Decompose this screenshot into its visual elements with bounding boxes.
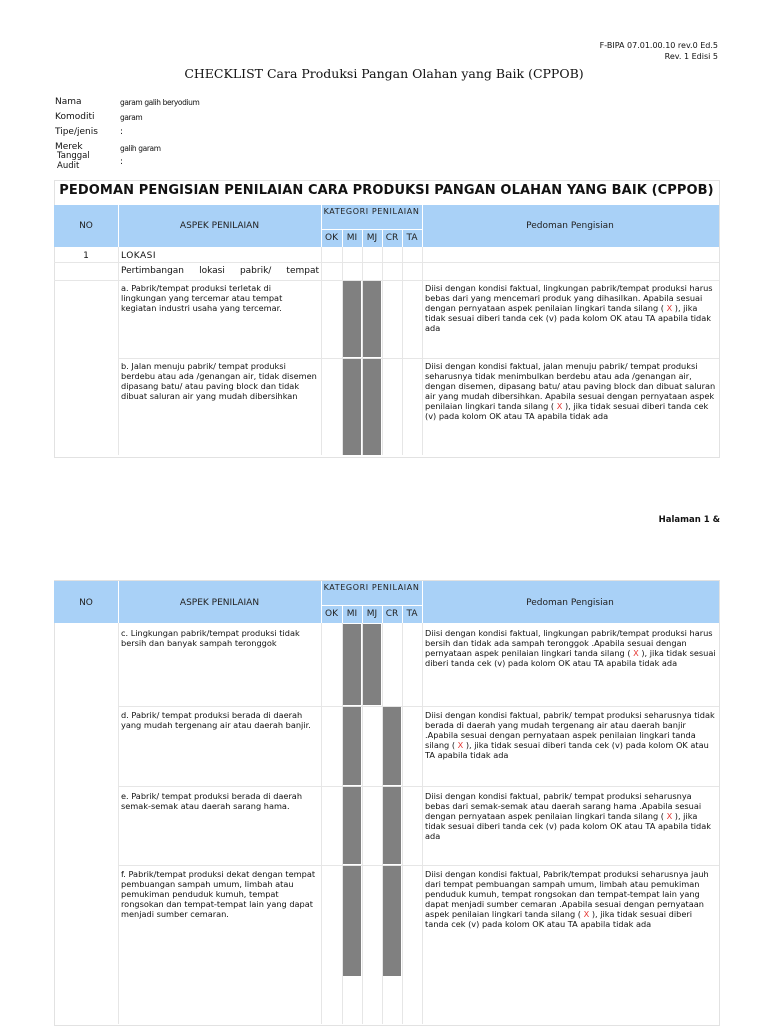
header-kategori: KATEGORI PENILAIAN [323,207,420,216]
x-mark: X [666,811,673,822]
header-cr: CR [385,233,399,243]
pedoman-row-a: Diisi dengan kondisi faktual, lingkungan pabrik/tempat produksi harus bebas dari yang mencemari produk yang dihasilkan. Apabila sesuai dengan pernyataan aspek penilaian lingkari tanda silang ( X ), jika tidak sesuai diberi tanda cek (v) pada kolom OK atau TA apabila tidak ada [425,283,713,334]
x-mark: X [556,401,563,412]
page-title: CHECKLIST Cara Produksi Pangan Olahan yang Baik (CPPOB) [184,66,584,81]
section-subtitle: Pertimbangan lokasi pabrik/ tempat [121,266,319,276]
header-mj: MJ [366,233,378,243]
form-code-line1: F-BIPA 07.01.00.10 rev.0 Ed.5 [599,41,718,50]
info-label-merek: Merek [55,142,83,152]
pedoman-row-e: Diisi dengan kondisi faktual, pabrik/ tempat produksi seharusnya bebas dari semak-semak atau daerah sarang hama .Apabila sesuai dengan pernyataan aspek penilaian lingkari tanda silang ( X ), jika tidak sesuai diberi tanda cek (v) pada kolom OK atau TA apabila tidak ada [425,791,712,842]
header-mi: MI [346,609,358,619]
mi-cell-disabled [343,624,361,705]
pedoman-row-d: Diisi dengan kondisi faktual, pabrik/ tempat produksi seharusnya tidak berada di daerah yang mudah tergenang air atau daerah banjir .Apabila sesuai dengan pernyataan aspek penilaian lingkari tanda silang ( X ), jika tidak sesuai diberi tanda cek (v) pada kolom OK atau TA apabila tidak ada [425,710,715,761]
x-mark: X [666,303,673,314]
header-no: NO [79,598,93,608]
info-label-nama: Nama [55,97,82,107]
mj-cell-disabled [363,359,381,455]
mi-cell-disabled [343,281,361,357]
mj-cell-disabled [363,624,381,705]
mi-cell-disabled [343,707,361,785]
header-ok: OK [325,609,338,619]
aspek-row-a: a. Pabrik/tempat produksi terletak di lingkungan yang tercemar atau tempat kegiatan industri usaha yang tercemar. [121,283,283,314]
info-value-nama: garam galih beryodium [120,98,200,107]
aspek-row-c: c. Lingkungan pabrik/tempat produksi tidak bersih dan banyak sampah teronggok [121,628,300,649]
info-label-komoditi: Komoditi [55,112,95,122]
product-info [55,95,355,171]
section-label: LOKASI [121,251,157,261]
info-value-tanggal: : [120,157,124,167]
x-mark: X [583,909,590,920]
aspek-row-d: d. Pabrik/ tempat produksi berada di daerah yang mudah tergenang air atau daerah banjir. [121,710,311,731]
cr-cell-disabled [383,787,401,864]
aspek-row-e: e. Pabrik/ tempat produksi berada di daerah semak-semak atau daerah sarang hama. [121,791,303,812]
x-mark: X [633,648,639,659]
header-pedoman: Pedoman Pengisian [526,598,614,608]
section-no: 1 [83,251,89,261]
info-label-tanggal: Tanggal Audit [57,151,90,171]
mj-cell-disabled [363,281,381,357]
header-mi: MI [346,233,358,243]
info-value-komoditi: garam [120,113,143,122]
header-aspek: ASPEK PENILAIAN [179,598,260,608]
info-value-tipe: : [120,127,124,137]
guide-title: PEDOMAN PENGISIAN PENILAIAN CARA PRODUKSI PANGAN OLAHAN YANG BAIK (CPPOB) [59,183,714,198]
form-code [600,40,718,62]
x-mark: X [457,740,464,751]
pedoman-row-b: Diisi dengan kondisi faktual, jalan menuju pabrik/ tempat produksi seharusnya tidak menimbulkan berdebu atau ada /genangan air, dengan disemen, dipasang batu/ atau paving block dan dibuat saluran air yang mudah dibersihkan. Apabila sesuai dengan pernyataan aspek penilaian lingkari tanda silang ( X ), jika tidak sesuai diberi tanda cek (v) pada kolom OK atau TA apabila tidak ada [425,361,716,422]
aspek-row-f: f. Pabrik/tempat produksi dekat dengan tempat pembuangan sampah umum, limbah atau pemukiman penduduk kumuh, tempat rongsokan dan tempat-tempat lain yang dapat menjadi sumber cemaran. [121,869,316,920]
pedoman-row-f: Diisi dengan kondisi faktual, Pabrik/tempat produksi seharusnya jauh dari tempat pembuangan sampah umum, limbah atau pemukiman penduduk kumuh, tempat rongsokan dan tempat-tempat lain yang dapat menjadi sumber cemaran .Apabila sesuai dengan pernyataan aspek penilaian lingkari tanda silang ( X ), jika tidak sesuai diberi tanda cek (v) pada kolom OK atau TA apabila tidak ada [425,869,709,930]
header-mj: MJ [366,609,378,619]
header-cr: CR [385,609,399,619]
aspek-row-b: b. Jalan menuju pabrik/ tempat produksi berdebu atau ada /genangan air, tidak disemen dipasang batu/ atau paving block dan tidak dibuat saluran air yang mudah dibersihkan [121,361,317,402]
info-value-merek: galih garam [120,144,161,153]
mi-cell-disabled [343,359,361,455]
header-ta: TA [406,233,418,243]
header-pedoman: Pedoman Pengisian [526,221,614,231]
header-kategori: KATEGORI PENILAIAN [323,583,420,592]
header-aspek: ASPEK PENILAIAN [179,221,260,231]
info-label-tipe: Tipe/jenis [55,127,98,137]
header-ta: TA [406,609,418,619]
pedoman-row-c: Diisi dengan kondisi faktual, lingkungan pabrik/tempat produksi harus bersih dan tidak ada sampah teronggok .Apabila sesuai dengan pernyataan aspek penilaian lingkari tanda silang ( X ), jika tidak sesuai diberi tanda cek (v) pada kolom OK atau TA apabila tidak ada [425,628,716,669]
cr-cell-disabled [383,707,401,785]
mi-cell-disabled [343,866,361,976]
header-ok: OK [325,233,338,243]
cr-cell-disabled [383,866,401,976]
header-no: NO [79,221,93,231]
form-code-line2: Rev. 1 Edisi 5 [664,52,718,61]
mi-cell-disabled [343,787,361,864]
page-footer: Halaman 1 & [658,515,720,525]
